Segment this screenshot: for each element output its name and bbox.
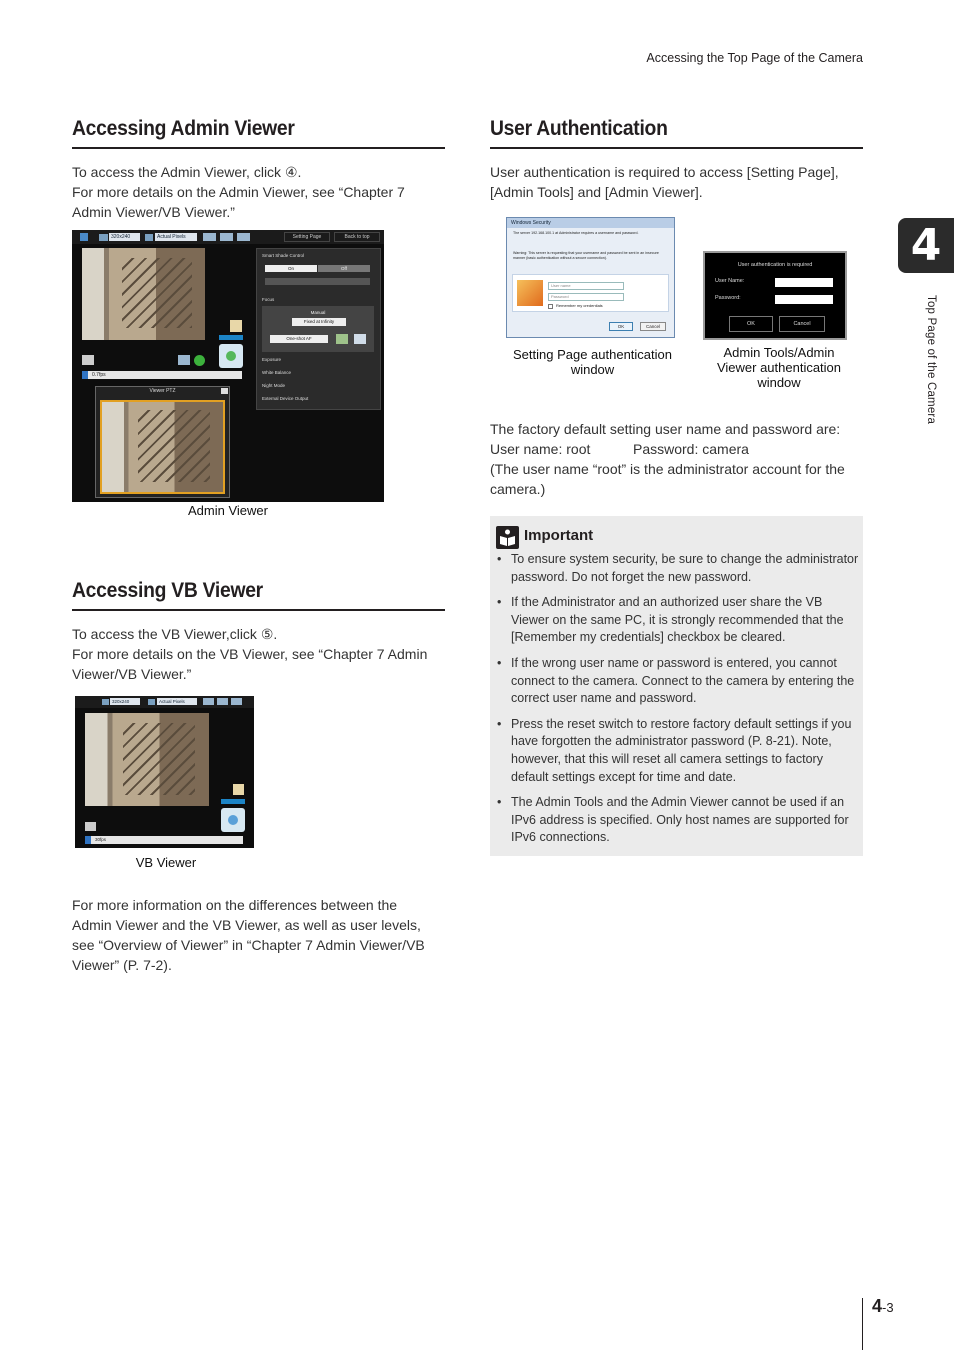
ok-button[interactable]: OK xyxy=(729,316,773,332)
camera-icon[interactable] xyxy=(233,784,244,795)
status-icon xyxy=(194,355,205,366)
default-username: User name: root xyxy=(490,441,591,457)
vb-viewer-heading: Accessing VB Viewer xyxy=(72,579,263,602)
rate-bar: 30fps xyxy=(85,836,243,844)
admin-tools-dialog xyxy=(703,251,847,340)
info-icon xyxy=(82,371,88,379)
password-label: Password: xyxy=(715,295,741,301)
important-title: Important xyxy=(524,527,594,544)
text-line: For more details on the Admin Viewer, see “Chapter 7 xyxy=(72,184,405,200)
zoom-icon xyxy=(148,699,155,705)
default-credentials-text xyxy=(490,419,870,499)
close-icon[interactable] xyxy=(221,388,228,394)
admin-viewer-heading: Accessing Admin Viewer xyxy=(72,117,295,140)
tab-setting-page[interactable]: Setting Page xyxy=(284,232,330,242)
ok-button[interactable]: OK xyxy=(609,322,633,331)
focus-mode: Manual xyxy=(310,310,326,315)
admin-viewer-screenshot xyxy=(72,230,384,502)
dialog-heading: User authentication is required xyxy=(737,262,813,268)
focus-select[interactable]: Fixed at Infinity xyxy=(292,318,346,326)
menu-white-balance[interactable]: White Balance xyxy=(262,370,292,375)
caption-line: Admin Tools/Admin xyxy=(723,345,835,360)
slider-bar[interactable] xyxy=(221,799,245,804)
text-line: For more information on the differences between the xyxy=(72,897,398,913)
cancel-button[interactable]: Cancel xyxy=(640,322,666,331)
user-auth-heading: User Authentication xyxy=(490,117,668,140)
cancel-button[interactable]: Cancel xyxy=(779,316,825,332)
user-auth-intro xyxy=(490,162,870,202)
default-credentials-line xyxy=(490,439,870,459)
center-icon xyxy=(228,815,238,825)
heading-rule xyxy=(72,609,445,611)
menu-external-output[interactable]: External Device Output xyxy=(262,396,309,401)
dialog-title: Windows Security xyxy=(507,218,674,228)
arrows-icon[interactable] xyxy=(220,233,233,241)
user-tile-icon xyxy=(517,280,543,306)
video-image xyxy=(85,713,209,806)
list-item: • The Admin Tools and the Admin Viewer cannot be used if an IPv6 address is specified. Only host names are supported for IPv6 connections. xyxy=(493,794,859,847)
tab-back-to-top[interactable]: Back to top xyxy=(334,232,380,242)
page-suffix: -3 xyxy=(882,1300,894,1315)
text-line: Viewer/VB Viewer.” xyxy=(72,666,192,682)
arrows-icon[interactable] xyxy=(217,698,228,705)
menu-exposure[interactable]: Exposure xyxy=(262,357,282,362)
text-line: see “Overview of Viewer” in “Chapter 7 Admin Viewer/VB xyxy=(72,937,425,953)
preset-select[interactable]: Actual Pixels xyxy=(155,233,197,241)
info-icon xyxy=(85,836,91,844)
stairs-pattern xyxy=(123,723,195,795)
pan-tilt-control[interactable] xyxy=(221,808,245,832)
chapter-side-label: Top Page of the Camera xyxy=(925,295,937,425)
text-line: For more details on the VB Viewer, see “Chapter 7 Admin xyxy=(72,646,428,662)
text-line: The factory default setting user name and password are: xyxy=(490,421,841,437)
preset-select[interactable]: Actual Pixels xyxy=(157,698,197,705)
lock-icon xyxy=(80,233,88,241)
resolution-select[interactable]: 320x240 xyxy=(109,233,140,241)
vb-viewer-caption: VB Viewer xyxy=(135,855,197,870)
caption-line: Setting Page authentication xyxy=(512,347,672,362)
list-item: • Press the reset switch to restore factory default settings if you have forgotten the administrator password (P. 8-21). Note, however, that this will reset all camera settings to factory default settings except for time and date. xyxy=(493,716,859,786)
remember-label: Remember my credentials xyxy=(556,303,603,308)
level-slider[interactable] xyxy=(265,278,370,285)
list-item: • If the Administrator and an authorized user share the VB Viewer on the same PC, it is strongly recommended that the [Remember my credentials] checkbox be cleared. xyxy=(493,594,859,647)
heading-rule xyxy=(490,147,863,149)
caption-line: window xyxy=(757,375,801,390)
resolution-select[interactable]: 320x240 xyxy=(110,698,140,705)
list-item: • If the wrong user name or password is entered, you cannot connect to the camera. Connect to the camera by entering the correct user name and password. xyxy=(493,655,859,708)
size-icon xyxy=(99,234,108,241)
viewer-differences-text xyxy=(72,895,452,975)
username-field[interactable] xyxy=(775,278,833,287)
heading-rule xyxy=(72,147,445,149)
snapshot-icon[interactable] xyxy=(82,355,94,365)
admin-tools-caption xyxy=(698,345,860,390)
stairs-pattern xyxy=(138,410,210,482)
chapter-tab: 4 xyxy=(898,218,954,273)
fullscreen-icon[interactable] xyxy=(203,233,216,241)
list-item: • To ensure system security, be sure to change the administrator password. Do not forget the new password. xyxy=(493,551,859,586)
size-icon xyxy=(102,699,109,705)
windows-security-dialog xyxy=(506,217,675,338)
settings-icon[interactable] xyxy=(237,233,250,241)
zoom-icon xyxy=(145,234,153,241)
center-icon xyxy=(226,351,236,361)
one-shot-af-button[interactable]: One-shot AF xyxy=(270,335,328,343)
menu-smart-shade[interactable]: Smart Shade Control xyxy=(262,253,305,258)
stairs-pattern xyxy=(122,258,192,328)
remember-checkbox[interactable] xyxy=(548,304,553,309)
vb-viewer-intro xyxy=(72,624,452,684)
pan-tilt-control[interactable] xyxy=(219,344,243,368)
page-number xyxy=(872,1296,894,1317)
dialog-message: The server 192.168.100.1 at Administrator requires a username and password. xyxy=(513,231,639,235)
text-line: User authentication is required to access [Setting Page], xyxy=(490,164,839,180)
book-icon xyxy=(496,526,519,549)
slider-bar[interactable] xyxy=(219,335,243,340)
running-header: Accessing the Top Page of the Camera xyxy=(646,51,863,65)
rate-bar: 0.7fps xyxy=(82,371,242,379)
page-number-rule xyxy=(862,1298,863,1350)
fullscreen-icon[interactable] xyxy=(203,698,214,705)
snapshot-icon[interactable] xyxy=(85,822,96,831)
ptz-title: Viewer PTZ xyxy=(149,388,176,394)
text-line: camera.) xyxy=(490,481,546,497)
camera-icon[interactable] xyxy=(230,320,242,332)
text-line: (The user name “root” is the administrator account for the xyxy=(490,461,845,477)
toggle-off[interactable]: Off xyxy=(318,265,370,272)
setting-page-caption xyxy=(505,347,680,377)
vb-viewer-screenshot xyxy=(75,696,254,848)
important-list xyxy=(493,551,859,855)
important-box xyxy=(490,516,863,856)
ptz-icon[interactable] xyxy=(178,355,190,365)
admin-viewer-caption: Admin Viewer xyxy=(188,503,268,518)
text-line: To access the Admin Viewer, click ④. xyxy=(72,164,302,180)
important-icon xyxy=(496,526,519,549)
text-line: Admin Viewer and the VB Viewer, as well as user levels, xyxy=(72,917,421,933)
menu-focus[interactable]: Focus xyxy=(262,297,275,302)
password-field[interactable] xyxy=(775,295,833,304)
person-icon[interactable] xyxy=(354,334,366,344)
username-field[interactable]: User name xyxy=(548,282,624,290)
dialog-warning: Warning: This server is requesting that your username and password be sent in an insecure manner (basic authentication without a secure connection). xyxy=(513,251,659,260)
video-image xyxy=(82,248,205,340)
mountain-icon[interactable] xyxy=(336,334,348,344)
admin-viewer-intro xyxy=(72,162,452,222)
caption-line: Viewer authentication xyxy=(716,360,842,375)
ptz-image[interactable] xyxy=(100,400,225,494)
text-line: To access the VB Viewer,click ⑤. xyxy=(72,626,278,642)
username-label: User Name: xyxy=(715,278,745,284)
text-line: Admin Viewer/VB Viewer.” xyxy=(72,204,235,220)
default-password: Password: camera xyxy=(633,441,749,457)
toggle-on[interactable]: On xyxy=(265,265,317,272)
password-field[interactable]: Password xyxy=(548,293,624,301)
caption-line: window xyxy=(570,362,615,377)
text-line: [Admin Tools] and [Admin Viewer]. xyxy=(490,184,703,200)
text-line: Viewer” (P. 7-2). xyxy=(72,957,172,973)
menu-night-mode[interactable]: Night Mode xyxy=(262,383,286,388)
page-chapter: 4 xyxy=(872,1296,883,1316)
settings-icon[interactable] xyxy=(231,698,242,705)
